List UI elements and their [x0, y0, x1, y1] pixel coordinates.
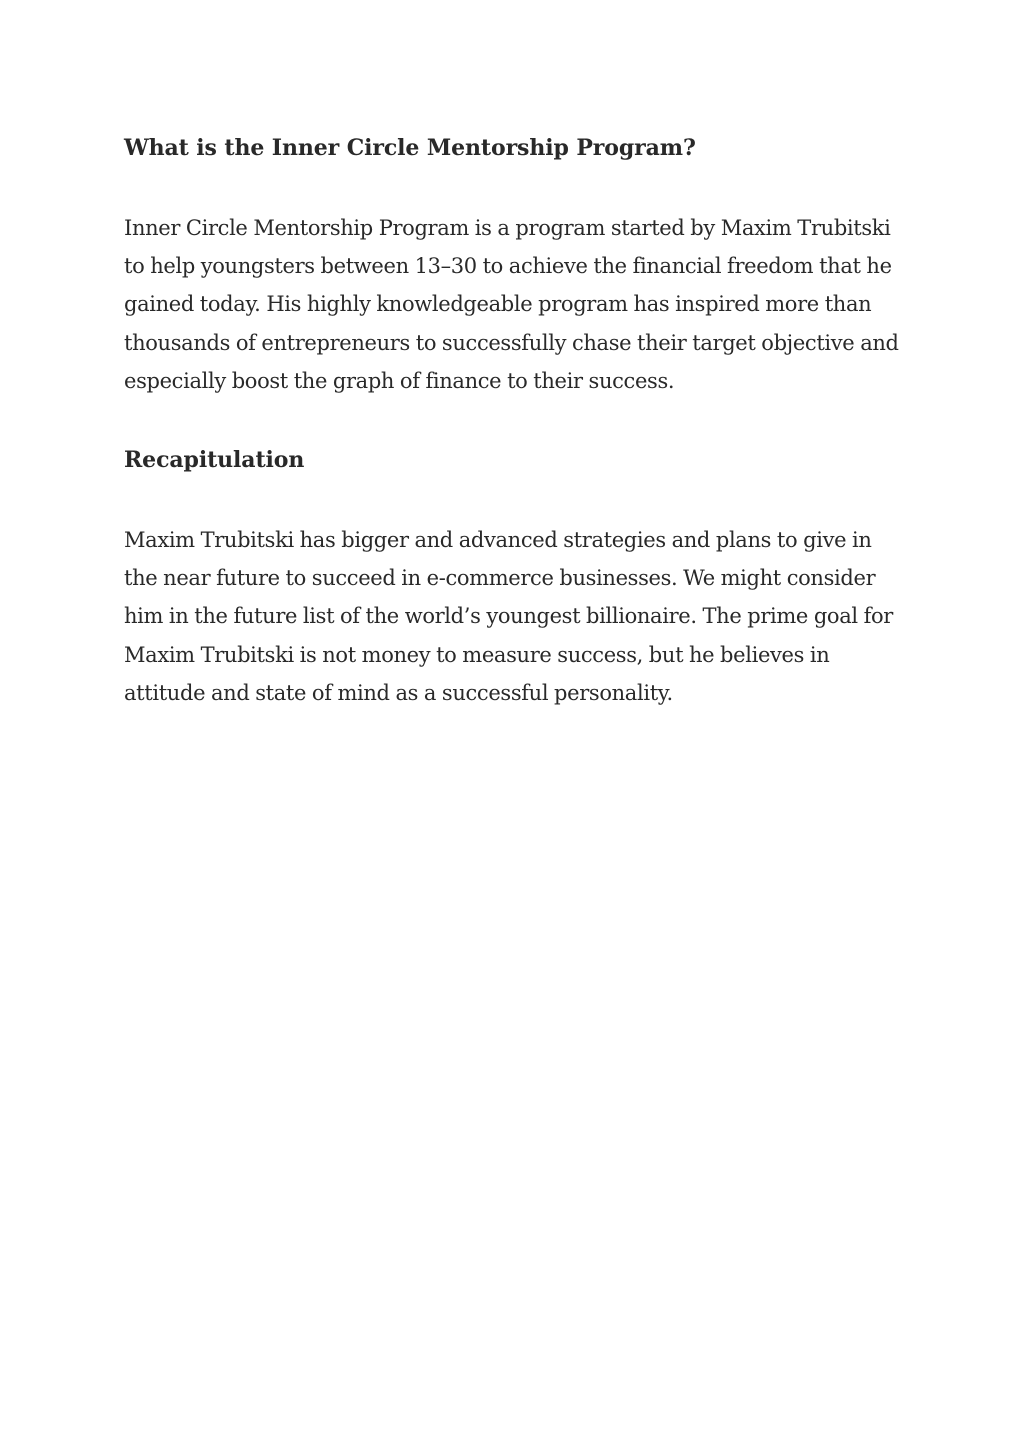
section-paragraph-recapitulation: Maxim Trubitski has bigger and advanced strategies and plans to give in the near future to succeed in e-commerce businesses. We might consider him in the future list of the world’s youngest billionaire. The prime goal for Maxim Trubitski is not money to measure success, but he believes in attitude and state of mind as a successful personality.: [124, 528, 893, 705]
section-paragraph-inner-circle: Inner Circle Mentorship Program is a program started by Maxim Trubitski to help youngsters between 13–30 to achieve the financial freedom that he gained today. His highly knowledgeable program has inspired more than thousands of entrepreneurs to successfully chase their target objective and especially boost the graph of finance to their success.: [124, 216, 899, 393]
section-heading-inner-circle: What is the Inner Circle Mentorship Program?: [124, 135, 696, 161]
section-heading-recapitulation: Recapitulation: [124, 447, 305, 474]
article-body: [124, 129, 904, 712]
